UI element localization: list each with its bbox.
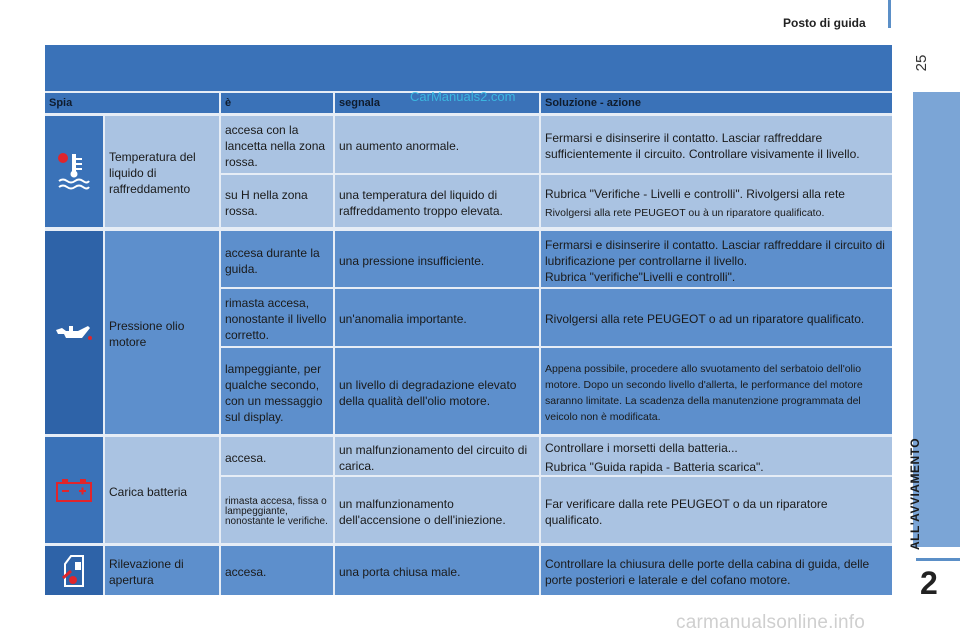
chapter-divider bbox=[916, 558, 960, 561]
state-cell: lampeggiante, per qualche secondo, con un messaggio sul display. bbox=[221, 348, 333, 434]
battery-icon bbox=[55, 477, 93, 503]
signals-cell: una pressione insufficiente. bbox=[335, 231, 539, 287]
watermark-bottom: carmanualsonline.info bbox=[676, 612, 866, 633]
solution-cell: Far verificare dalla rete PEUGEOT o da un riparatore qualificato. bbox=[541, 477, 892, 543]
table-top-band bbox=[45, 45, 892, 91]
door-open-icon-cell bbox=[45, 546, 103, 595]
warning-label-temperature: Temperatura del liquido di raffreddamento bbox=[105, 116, 219, 227]
solution-cell: Controllare la chiusura delle porte della cabina di guida, delle porte posteriori e laterale e del cofano motore. bbox=[541, 546, 892, 595]
battery-icon-cell bbox=[45, 437, 103, 543]
page-number: 25 bbox=[913, 54, 930, 72]
solution-cell: Rubrica "Verifiche - Livelli e controlli". Rivolgersi alla rete Rivolgersi alla rete PEUGEOT ou à un riparatore qualificato. bbox=[541, 175, 892, 227]
header-divider bbox=[888, 0, 891, 28]
state-cell: su H nella zona rossa. bbox=[221, 175, 333, 227]
state-cell: accesa con la lancetta nella zona rossa. bbox=[221, 116, 333, 173]
warning-label-battery: Carica batteria bbox=[105, 437, 219, 543]
signals-cell: un aumento anormale. bbox=[335, 116, 539, 173]
warning-label-oil-pressure: Pressione olio motore bbox=[105, 231, 219, 434]
door-open-icon bbox=[61, 554, 87, 588]
signals-cell: un livello di degradazione elevato della qualità dell'olio motore. bbox=[335, 348, 539, 434]
state-cell: rimasta accesa, nonostante il livello corretto. bbox=[221, 289, 333, 346]
solution-cell: Fermarsi e disinserire il contatto. Lasciar raffreddare sufficientemente il circuito. Controllare visivamente il livello. bbox=[541, 116, 892, 173]
column-header-spia: Spia bbox=[45, 93, 219, 113]
warning-label-door: Rilevazione di apertura bbox=[105, 546, 219, 595]
coolant-temperature-icon bbox=[57, 152, 91, 192]
page-header-title: Posto di guida bbox=[783, 16, 866, 30]
signals-cell: un'anomalia importante. bbox=[335, 289, 539, 346]
oil-pressure-icon-cell bbox=[45, 231, 103, 434]
column-header-state: è bbox=[221, 93, 333, 113]
oil-pressure-icon bbox=[54, 322, 94, 344]
signals-cell: una temperatura del liquido di raffreddamento troppo elevata. bbox=[335, 175, 539, 227]
signals-cell: una porta chiusa male. bbox=[335, 546, 539, 595]
chapter-number: 2 bbox=[920, 565, 938, 601]
solution-cell: Controllare i morsetti della batteria... Rubrica "Guida rapida - Batteria scarica". bbox=[541, 437, 892, 475]
state-cell: rimasta accesa, fissa o lampeggiante, nonostante le verifiche. bbox=[221, 477, 333, 543]
state-cell: accesa durante la guida. bbox=[221, 231, 333, 287]
signals-cell: un malfunzionamento dell'accensione o dell'iniezione. bbox=[335, 477, 539, 543]
column-header-solution: Soluzione - azione bbox=[541, 93, 892, 113]
column-header-signals: segnala bbox=[335, 93, 539, 113]
coolant-temperature-icon-cell bbox=[45, 116, 103, 227]
section-label: ALL'AVVIAMENTO bbox=[908, 437, 922, 550]
solution-cell: Fermarsi e disinserire il contatto. Lasciar raffreddare il circuito di lubrificazione per controllarne il livello. Rubrica "verifiche"Livelli e controlli". bbox=[541, 231, 892, 287]
solution-cell: Appena possibile, procedere allo svuotamento del serbatoio dell'olio motore. Dopo un secondo livello d'allerta, le performance del motore saranno limitate. La scadenza della manutenzione programmata del veicolo non è modificata. bbox=[541, 348, 892, 434]
state-cell: accesa. bbox=[221, 546, 333, 595]
state-cell: accesa. bbox=[221, 437, 333, 475]
signals-cell: un malfunzionamento del circuito di carica. bbox=[335, 437, 539, 475]
solution-cell: Rivolgersi alla rete PEUGEOT o ad un riparatore qualificato. bbox=[541, 289, 892, 346]
watermark-top: CarManuals2.com bbox=[410, 89, 516, 104]
warning-lights-table bbox=[45, 45, 892, 595]
